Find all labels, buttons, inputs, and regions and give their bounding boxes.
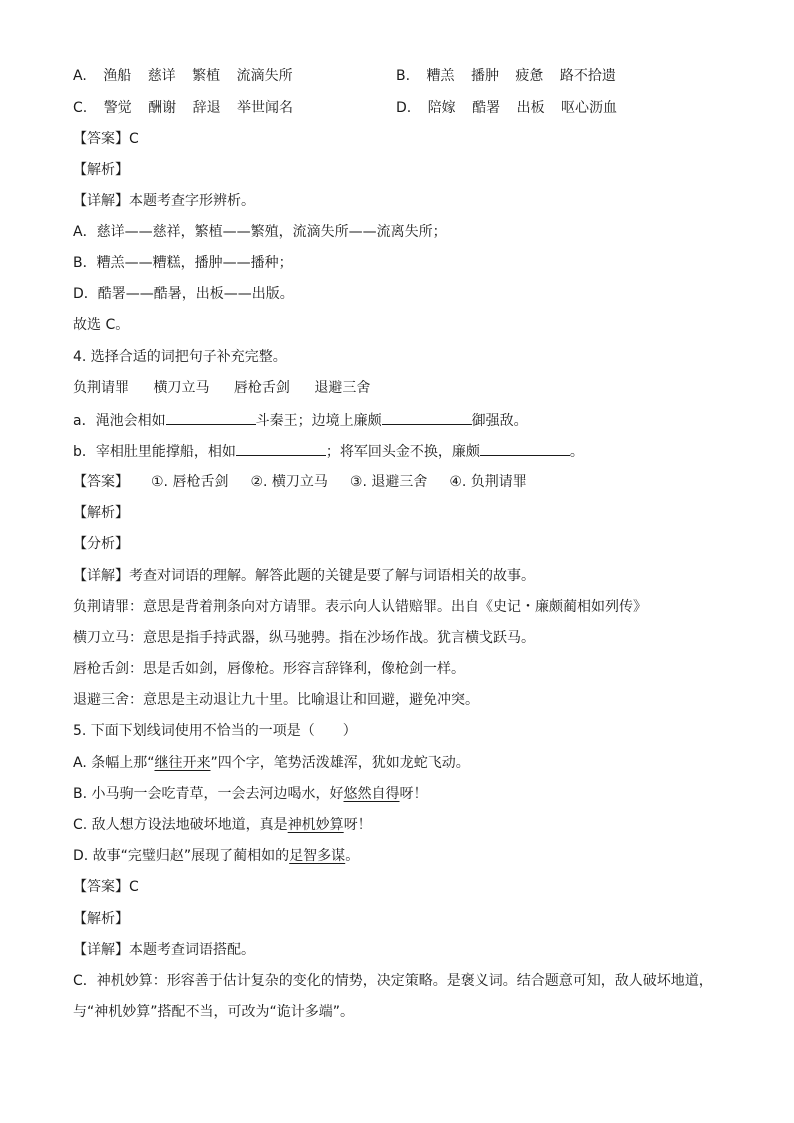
q3-conclusion: 故选 C。 (73, 317, 130, 333)
answer-item: ③. 退避三舍 (349, 474, 428, 490)
option-label: C. (73, 100, 88, 116)
q3-answer: 【答案】C (73, 131, 139, 147)
underlined-word: 悠然自得 (343, 786, 400, 802)
q5-analysis-tag: 【解析】 (73, 911, 129, 927)
option-word: 慈详 (147, 68, 176, 84)
q4-answer: 【答案】 ①. 唇枪舌剑 ②. 横刀立马 ③. 退避三舍 ④. 负荆请罪 (73, 474, 527, 490)
word-bank-item: 唇枪舌剑 (233, 380, 290, 396)
option-word: 警觉 (103, 100, 132, 116)
q5-option-b: B. 小马驹一会吃青草，一会去河边喝水，好悠然自得呀！ (73, 786, 428, 802)
word-bank-item: 横刀立马 (153, 380, 210, 396)
q5-stem: 5. 下面下划线词使用不恰当的一项是（ ） (73, 723, 357, 739)
word-bank-item: 退避三舍 (314, 380, 371, 396)
option-word: 流滴失所 (236, 68, 293, 84)
option-word: 糟羔 (426, 68, 455, 84)
option-word: 辞退 (192, 100, 221, 116)
underlined-word: 神机妙算 (287, 817, 344, 833)
q5-detail: 【详解】本题考查词语搭配。 (73, 942, 255, 958)
option-word: 繁植 (192, 68, 221, 84)
q5-explanation-line: C．神机妙算：形容善于估计复杂的变化的情势，决定策略。是褒义词。结合题意可知，敌人破坏地道， (73, 973, 713, 989)
q5-option-a: A. 条幅上那“继往开来”四个字，笔势活泼雄浑，犹如龙蛇飞动。 (73, 755, 470, 771)
q4-stem: 4. 选择合适的词把句子补充完整。 (73, 349, 287, 365)
option-word: 出板 (516, 100, 545, 116)
q3-option-c (73, 98, 293, 118)
q3-explanation-line: D．酷署——酷暑，出板——出版。 (73, 286, 294, 302)
q4-explanation-line: 退避三舍：意思是主动退让九十里。比喻退让和回避，避免冲突。 (73, 692, 479, 708)
option-word: 举世闻名 (237, 100, 294, 116)
fill-blank (382, 410, 472, 425)
q5-option-c: C. 敌人想方设法地破坏地道，真是神机妙算呀！ (73, 817, 372, 833)
answer-item: ④. 负荆请罪 (449, 474, 527, 490)
q3-option-b (396, 66, 616, 86)
q3-option-d (396, 98, 617, 118)
q4-analysis-tag: 【解析】 (73, 505, 129, 521)
q4-word-bank (73, 378, 370, 398)
q5-answer: 【答案】C (73, 879, 139, 895)
underlined-word: 继往开来 (154, 755, 211, 771)
option-word: 渔船 (103, 68, 132, 84)
underlined-word: 足智多谋 (289, 848, 346, 864)
q5-explanation-line: 与“神机妙算”搭配不当，可改为“诡计多端”。 (73, 1004, 355, 1020)
word-bank-item: 负荆请罪 (73, 380, 129, 396)
q3-explanation-line: B．糟羔——糟糕，播肿——播种； (73, 255, 293, 271)
q3-analysis-tag: 【解析】 (73, 162, 129, 178)
q4-explanation-line: 横刀立马：意思是指手持武器，纵马驰骋。指在沙场作战。犹言横戈跃马。 (73, 630, 535, 646)
option-label: A. (73, 68, 87, 84)
option-word: 呕心沥血 (561, 100, 618, 116)
q4-detail: 【详解】考查对词语的理解。解答此题的关键是要了解与词语相关的故事。 (73, 568, 535, 584)
q4-sentence-a: a．渑池会相如 斗秦王；边境上廉颇 御强敌。 (73, 410, 528, 431)
q3-explanation-line: A．慈详——慈祥，繁植——繁殖，流滴失所——流离失所； (73, 224, 447, 240)
answer-item: ①. 唇枪舌剑 (151, 474, 229, 490)
fill-blank (236, 441, 326, 456)
q4-sentence-b: b．宰相肚里能撑船，相如 ；将军回头金不换，廉颇 。 (73, 441, 584, 462)
q4-explanation-line: 唇枪舌剑：思是舌如剑，唇像枪。形容言辞锋利，像枪剑一样。 (73, 661, 465, 677)
option-word: 播肿 (470, 68, 499, 84)
fill-blank (166, 410, 256, 425)
option-label: B. (396, 68, 411, 84)
option-word: 酷署 (472, 100, 501, 116)
q3-detail: 【详解】本题考查字形辨析。 (73, 193, 255, 209)
answer-item: ②. 横刀立马 (250, 474, 328, 490)
fill-blank (480, 441, 570, 456)
q5-option-d: D. 故事“完璧归赵”展现了蔺相如的足智多谋。 (73, 848, 360, 864)
option-word: 酬谢 (148, 100, 177, 116)
q4-fenxi-tag: 【分析】 (73, 536, 129, 552)
q3-option-a (73, 66, 293, 86)
q4-explanation-line: 负荆请罪：意思是背着荆条向对方请罪。表示向人认错赔罪。出自《史记・廉颇蔺相如列传》 (73, 599, 647, 615)
option-word: 路不拾遗 (559, 68, 616, 84)
option-word: 疲惫 (515, 68, 544, 84)
option-word: 陪嫁 (427, 100, 456, 116)
option-label: D. (396, 100, 412, 116)
